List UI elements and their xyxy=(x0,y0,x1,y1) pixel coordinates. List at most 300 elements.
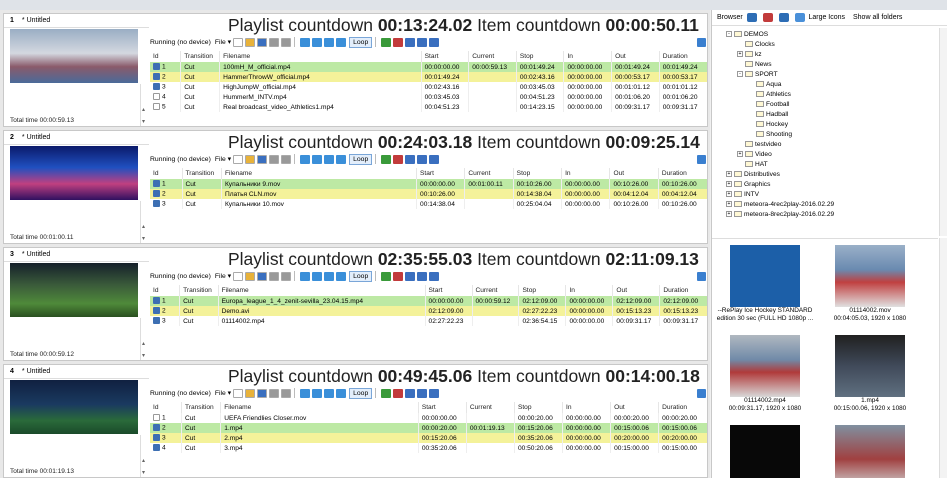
column-header[interactable]: Id xyxy=(150,285,180,296)
tree-node[interactable] xyxy=(726,210,834,219)
save-icon[interactable] xyxy=(257,155,267,164)
large-icons-icon[interactable] xyxy=(795,13,805,22)
show-all-folders-button[interactable]: Show all folders xyxy=(853,14,903,21)
tree-label: Hockey xyxy=(766,121,788,128)
cell-stop xyxy=(516,102,564,112)
move-down-icon[interactable] xyxy=(429,389,439,398)
move-up-icon[interactable] xyxy=(417,38,427,47)
folder-icon xyxy=(756,101,764,107)
expand-toggle-icon[interactable]: + xyxy=(738,151,742,158)
tree-node[interactable] xyxy=(748,80,781,89)
cell-in xyxy=(564,92,612,102)
shuffle-icon[interactable] xyxy=(405,38,415,47)
move-up-icon[interactable] xyxy=(417,155,427,164)
media-thumbnail[interactable] xyxy=(730,245,800,307)
cell-text: 00:00:20.00 xyxy=(662,414,697,422)
media-scrollbar[interactable] xyxy=(939,238,947,478)
column-header[interactable]: In xyxy=(562,168,610,179)
move-down-icon[interactable] xyxy=(429,272,439,281)
column-header[interactable]: Stop xyxy=(516,51,564,62)
table-row[interactable] xyxy=(150,92,708,102)
redo-icon[interactable] xyxy=(281,389,291,398)
playlist-countdown-label: Playlist countdown xyxy=(228,366,378,386)
cell-stop xyxy=(514,433,562,443)
playlist-table[interactable] xyxy=(150,285,708,326)
scroll-up-icon[interactable]: ▴ xyxy=(142,341,146,347)
column-header[interactable]: In xyxy=(563,402,611,413)
column-header[interactable]: Filename xyxy=(220,51,422,62)
cell-text: 00:10:26.00 xyxy=(661,200,697,208)
column-header[interactable]: Transition xyxy=(182,168,221,179)
cell-trans xyxy=(182,189,221,199)
column-header[interactable]: Current xyxy=(472,285,519,296)
save-icon[interactable] xyxy=(257,38,267,47)
cell-text: 00:35:20.06 xyxy=(421,444,457,452)
tree-label: testvideo xyxy=(755,141,782,148)
folder-icon xyxy=(756,131,764,137)
cell-dur xyxy=(658,189,707,199)
table-row[interactable] xyxy=(150,179,708,189)
folder-icon xyxy=(734,31,742,37)
open-folder-icon[interactable] xyxy=(245,38,255,47)
loop-toggle[interactable]: Loop xyxy=(349,37,372,48)
cell-in xyxy=(562,189,610,199)
cell-in xyxy=(563,423,611,433)
save-icon[interactable] xyxy=(257,272,267,281)
remove-item-icon[interactable] xyxy=(393,155,403,164)
cell-in xyxy=(563,433,611,443)
large-icons-button[interactable]: Large Icons xyxy=(808,14,846,21)
tree-scrollbar[interactable] xyxy=(939,28,947,236)
cell-text: 00:00:00.00 xyxy=(567,63,603,71)
media-thumbnail[interactable] xyxy=(835,245,905,307)
cell-current xyxy=(472,316,519,326)
cell-trans xyxy=(181,443,220,453)
tree-node[interactable] xyxy=(726,30,768,39)
tree-node[interactable] xyxy=(726,200,834,209)
column-header[interactable]: Duration xyxy=(659,51,707,62)
tree-node[interactable] xyxy=(748,100,789,109)
playlist-table[interactable] xyxy=(150,402,708,453)
remove-item-icon[interactable] xyxy=(393,272,403,281)
add-item-icon[interactable] xyxy=(381,38,391,47)
table-row[interactable] xyxy=(150,413,708,423)
cell-trans xyxy=(181,433,220,443)
video-file-icon xyxy=(153,317,160,324)
tree-node[interactable] xyxy=(737,40,775,49)
cell-text: 1.mp4 xyxy=(224,424,243,432)
column-header[interactable]: Duration xyxy=(658,168,707,179)
column-header[interactable]: Duration xyxy=(660,285,708,296)
file-menu[interactable]: File ▾ xyxy=(214,39,232,46)
stop-icon[interactable] xyxy=(336,389,346,398)
undo-icon[interactable] xyxy=(269,38,279,47)
cell-text: 00:01:49.24 xyxy=(615,63,650,71)
cell-out xyxy=(612,82,660,92)
loop-toggle[interactable]: Loop xyxy=(349,154,372,165)
expand-toggle-icon[interactable]: + xyxy=(727,201,731,208)
playlist-number: 1 xyxy=(10,17,14,24)
item-countdown-label: Item countdown xyxy=(472,15,606,35)
column-header[interactable]: Filename xyxy=(221,402,419,413)
tree-node[interactable] xyxy=(737,50,762,59)
media-item[interactable] xyxy=(715,425,815,478)
cell-stop xyxy=(514,443,562,453)
expand-toggle-icon[interactable]: - xyxy=(737,71,743,77)
cell-trans xyxy=(182,179,221,189)
tree-label: Athletics xyxy=(766,91,791,98)
move-down-icon[interactable] xyxy=(429,155,439,164)
column-header[interactable]: Id xyxy=(150,168,182,179)
move-up-icon[interactable] xyxy=(417,389,427,398)
add-item-icon[interactable] xyxy=(381,272,391,281)
cell-id xyxy=(150,413,181,423)
cell-dur xyxy=(660,296,708,306)
add-item-icon[interactable] xyxy=(381,155,391,164)
media-grid[interactable] xyxy=(712,238,938,478)
cell-text: 00:00:53.17 xyxy=(662,73,698,81)
cell-in xyxy=(564,102,612,112)
undo-icon[interactable] xyxy=(269,272,279,281)
move-down-icon[interactable] xyxy=(429,38,439,47)
column-header[interactable]: Current xyxy=(465,168,513,179)
remove-item-icon[interactable] xyxy=(393,389,403,398)
cell-file xyxy=(221,179,416,189)
new-file-icon[interactable] xyxy=(233,272,243,281)
eject-icon[interactable] xyxy=(697,38,706,47)
preview-thumbnail[interactable] xyxy=(10,29,138,83)
folder-tree[interactable] xyxy=(712,28,938,236)
cell-file xyxy=(221,199,416,209)
cell-text: 00:00:00.00 xyxy=(567,73,603,81)
next-icon[interactable] xyxy=(324,155,334,164)
scroll-down-icon[interactable]: ▾ xyxy=(142,119,146,125)
playlist-name[interactable]: * Untitled xyxy=(21,134,51,141)
cell-text: 00:15:00.00 xyxy=(662,444,697,452)
cell-text: 00:09:31.17 xyxy=(663,317,699,325)
media-item[interactable] xyxy=(715,245,815,323)
cell-text: Cut xyxy=(184,83,195,91)
cell-current xyxy=(469,62,517,72)
save-icon[interactable] xyxy=(257,389,267,398)
cell-text: 00:00:00.00 xyxy=(420,180,455,188)
cell-current xyxy=(469,72,517,82)
new-file-icon[interactable] xyxy=(233,155,243,164)
video-file-icon xyxy=(153,190,160,197)
play-icon[interactable] xyxy=(300,155,310,164)
media-item[interactable] xyxy=(715,335,815,413)
undo-icon[interactable] xyxy=(269,389,279,398)
media-thumbnail[interactable] xyxy=(730,335,800,397)
tree-label: Shooting xyxy=(766,131,793,138)
undo-icon[interactable] xyxy=(269,155,279,164)
table-row[interactable] xyxy=(150,102,708,112)
folder-icon xyxy=(745,61,753,67)
column-header[interactable]: Start xyxy=(417,168,465,179)
next-icon[interactable] xyxy=(324,272,334,281)
next-icon[interactable] xyxy=(324,38,334,47)
separator xyxy=(294,388,295,398)
cell-id xyxy=(150,179,182,189)
column-header[interactable]: Out xyxy=(613,285,660,296)
playlist-table[interactable] xyxy=(150,51,708,112)
scroll-down-icon[interactable]: ▾ xyxy=(142,353,146,359)
cell-file xyxy=(221,433,419,443)
column-header[interactable]: Start xyxy=(418,402,466,413)
cell-text: 00:15:20.06 xyxy=(517,424,553,432)
column-header[interactable]: Id xyxy=(150,51,181,62)
column-header[interactable]: Transition xyxy=(180,285,218,296)
separator xyxy=(375,37,376,47)
cell-text: 3 xyxy=(162,83,166,91)
expand-toggle-icon[interactable]: + xyxy=(727,181,731,188)
column-header[interactable]: Out xyxy=(612,51,660,62)
separator xyxy=(375,154,376,164)
cell-start xyxy=(418,433,466,443)
column-header[interactable]: Filename xyxy=(218,285,425,296)
expand-toggle-icon[interactable]: - xyxy=(726,31,732,37)
tree-node[interactable] xyxy=(726,170,780,179)
column-header[interactable]: Filename xyxy=(221,168,416,179)
shuffle-icon[interactable] xyxy=(405,155,415,164)
cell-current xyxy=(472,306,519,316)
status-label: Running (no device) xyxy=(150,156,211,163)
record-icon[interactable] xyxy=(763,13,773,22)
tree-node[interactable] xyxy=(726,180,770,189)
total-time: Total time 00:00:59.13 xyxy=(10,117,74,124)
tree-node[interactable] xyxy=(737,70,778,79)
column-header[interactable]: Stop xyxy=(519,285,566,296)
open-folder-icon[interactable] xyxy=(245,155,255,164)
media-thumbnail[interactable] xyxy=(730,425,800,478)
tree-label: Distributives xyxy=(744,171,780,178)
cell-out xyxy=(610,199,658,209)
table-header xyxy=(150,402,708,413)
folder-icon xyxy=(745,141,753,147)
media-item[interactable] xyxy=(820,425,920,478)
network-icon[interactable] xyxy=(779,13,789,22)
cell-text: 02:36:54.15 xyxy=(522,317,558,325)
cell-in xyxy=(566,316,613,326)
column-header[interactable]: Current xyxy=(466,402,514,413)
preview-thumbnail[interactable] xyxy=(10,380,138,434)
tree-label: kz xyxy=(755,51,762,58)
loop-toggle[interactable]: Loop xyxy=(349,271,372,282)
cell-text: 2 xyxy=(162,73,166,81)
cell-trans xyxy=(182,199,221,209)
cell-file xyxy=(220,62,422,72)
playlist-name[interactable]: * Untitled xyxy=(21,251,51,258)
preview-thumbnail[interactable] xyxy=(10,263,138,317)
table-row[interactable] xyxy=(150,82,708,92)
scroll-up-icon[interactable]: ▴ xyxy=(142,224,146,230)
table-row[interactable] xyxy=(150,296,708,306)
column-header[interactable]: Transition xyxy=(181,51,220,62)
column-header[interactable]: Duration xyxy=(659,402,708,413)
tree-label: DEMOS xyxy=(744,31,769,38)
file-menu[interactable]: File ▾ xyxy=(214,273,232,280)
file-menu[interactable]: File ▾ xyxy=(214,390,232,397)
media-thumbnail[interactable] xyxy=(835,425,905,478)
cell-current xyxy=(466,433,514,443)
cell-id xyxy=(150,92,181,102)
column-header[interactable]: Current xyxy=(469,51,517,62)
table-row[interactable] xyxy=(150,72,708,82)
column-header[interactable]: Stop xyxy=(513,168,561,179)
tree-node[interactable] xyxy=(737,140,781,149)
cell-text: 5 xyxy=(162,103,166,111)
expand-toggle-icon[interactable]: + xyxy=(727,171,731,178)
pause-icon[interactable] xyxy=(312,38,322,47)
column-header[interactable]: Start xyxy=(421,51,469,62)
browser-tab[interactable]: Browser xyxy=(717,14,743,21)
cell-out xyxy=(610,189,658,199)
cell-dur xyxy=(659,433,708,443)
cell-out xyxy=(612,62,660,72)
cell-text: 02:12:09.00 xyxy=(663,297,699,305)
column-header[interactable]: Id xyxy=(150,402,181,413)
scroll-down-icon[interactable]: ▾ xyxy=(142,470,146,476)
playlist-side-scroll[interactable] xyxy=(140,435,148,478)
new-file-icon[interactable] xyxy=(233,389,243,398)
cell-text: 00:35:20.06 xyxy=(517,434,553,442)
table-row[interactable] xyxy=(150,306,708,316)
cell-file xyxy=(220,92,422,102)
countdown-display xyxy=(228,14,708,36)
playlist-countdown-label: Playlist countdown xyxy=(228,249,378,269)
cell-in xyxy=(563,443,611,453)
media-item[interactable] xyxy=(820,335,920,413)
table-row[interactable] xyxy=(150,433,708,443)
media-item[interactable] xyxy=(820,245,920,323)
eject-icon[interactable] xyxy=(697,272,706,281)
media-thumbnail[interactable] xyxy=(835,335,905,397)
stop-icon[interactable] xyxy=(336,38,346,47)
cell-start xyxy=(418,423,466,433)
cell-file xyxy=(220,72,422,82)
column-header[interactable]: Out xyxy=(610,168,658,179)
loop-toggle[interactable]: Loop xyxy=(349,388,372,399)
table-row[interactable] xyxy=(150,423,708,433)
redo-icon[interactable] xyxy=(281,272,291,281)
shuffle-icon[interactable] xyxy=(405,389,415,398)
next-icon[interactable] xyxy=(324,389,334,398)
add-item-icon[interactable] xyxy=(381,389,391,398)
tree-label: HAT xyxy=(755,161,768,168)
playlist-header xyxy=(4,365,149,379)
tree-node[interactable] xyxy=(748,90,791,99)
column-header[interactable]: In xyxy=(566,285,613,296)
preview-thumbnail[interactable] xyxy=(10,146,138,200)
remove-item-icon[interactable] xyxy=(393,38,403,47)
file-menu[interactable]: File ▾ xyxy=(214,156,232,163)
playlist-table[interactable] xyxy=(150,168,708,209)
cell-text: 1 xyxy=(162,297,166,305)
tree-node[interactable] xyxy=(737,160,768,169)
column-header[interactable]: Transition xyxy=(181,402,220,413)
status-label: Running (no device) xyxy=(150,39,211,46)
cell-start xyxy=(425,316,472,326)
expand-toggle-icon[interactable]: + xyxy=(727,191,731,198)
table-row[interactable] xyxy=(150,189,708,199)
scroll-up-icon[interactable]: ▴ xyxy=(142,458,146,464)
column-header[interactable]: Stop xyxy=(514,402,562,413)
move-up-icon[interactable] xyxy=(417,272,427,281)
table-row[interactable] xyxy=(150,62,708,72)
playlist-side-scroll[interactable] xyxy=(140,318,148,361)
cell-in xyxy=(566,296,613,306)
cell-text: 00:00:00.00 xyxy=(424,63,460,71)
tree-label: Video xyxy=(755,151,772,158)
tree-node[interactable] xyxy=(748,130,792,139)
cell-out xyxy=(613,296,660,306)
cell-text: 00:20:00.00 xyxy=(614,434,649,442)
table-row[interactable] xyxy=(150,443,708,453)
shuffle-icon[interactable] xyxy=(405,272,415,281)
cell-text: Cut xyxy=(184,424,196,432)
cell-text: 100mH_M_official.mp4 xyxy=(223,63,291,71)
eject-icon[interactable] xyxy=(697,155,706,164)
play-icon[interactable] xyxy=(300,38,310,47)
table-row[interactable] xyxy=(150,316,708,326)
playlist-pane xyxy=(3,247,708,361)
playlist-side-scroll[interactable] xyxy=(140,84,148,127)
redo-icon[interactable] xyxy=(281,155,291,164)
folder-icon xyxy=(734,181,742,187)
cell-stop xyxy=(519,296,566,306)
expand-toggle-icon[interactable]: + xyxy=(738,51,742,58)
refresh-icon[interactable] xyxy=(747,13,757,22)
tree-node[interactable] xyxy=(737,150,772,159)
stop-icon[interactable] xyxy=(336,155,346,164)
table-header xyxy=(150,51,708,62)
scroll-down-icon[interactable]: ▾ xyxy=(142,236,146,242)
tree-node[interactable] xyxy=(737,60,772,69)
open-folder-icon[interactable] xyxy=(245,272,255,281)
play-icon[interactable] xyxy=(300,389,310,398)
new-file-icon[interactable] xyxy=(233,38,243,47)
pause-icon[interactable] xyxy=(312,155,322,164)
expand-toggle-icon[interactable]: + xyxy=(727,211,731,218)
cell-text: 00:50:20.06 xyxy=(517,444,553,452)
open-folder-icon[interactable] xyxy=(245,389,255,398)
pause-icon[interactable] xyxy=(312,272,322,281)
cell-text: Cut xyxy=(184,444,196,452)
stop-icon[interactable] xyxy=(336,272,346,281)
redo-icon[interactable] xyxy=(281,38,291,47)
cell-text: Cut xyxy=(184,103,195,111)
pause-icon[interactable] xyxy=(312,389,322,398)
eject-icon[interactable] xyxy=(697,389,706,398)
play-icon[interactable] xyxy=(300,272,310,281)
cell-text: 00:15:00.00 xyxy=(614,444,649,452)
column-header[interactable]: In xyxy=(564,51,612,62)
separator xyxy=(294,271,295,281)
playlist-side-scroll[interactable] xyxy=(140,201,148,244)
column-header[interactable]: Out xyxy=(611,402,659,413)
playlist-name[interactable]: * Untitled xyxy=(21,17,51,24)
tree-node[interactable] xyxy=(726,190,759,199)
playlist-name[interactable]: * Untitled xyxy=(21,368,51,375)
media-name: 1.mp4 xyxy=(861,397,879,404)
scroll-up-icon[interactable]: ▴ xyxy=(142,107,146,113)
column-header[interactable]: Start xyxy=(425,285,472,296)
cell-dur xyxy=(660,306,708,316)
tree-node[interactable] xyxy=(748,110,788,119)
status-label: Running (no device) xyxy=(150,390,211,397)
tree-node[interactable] xyxy=(748,120,788,129)
table-row[interactable] xyxy=(150,199,708,209)
